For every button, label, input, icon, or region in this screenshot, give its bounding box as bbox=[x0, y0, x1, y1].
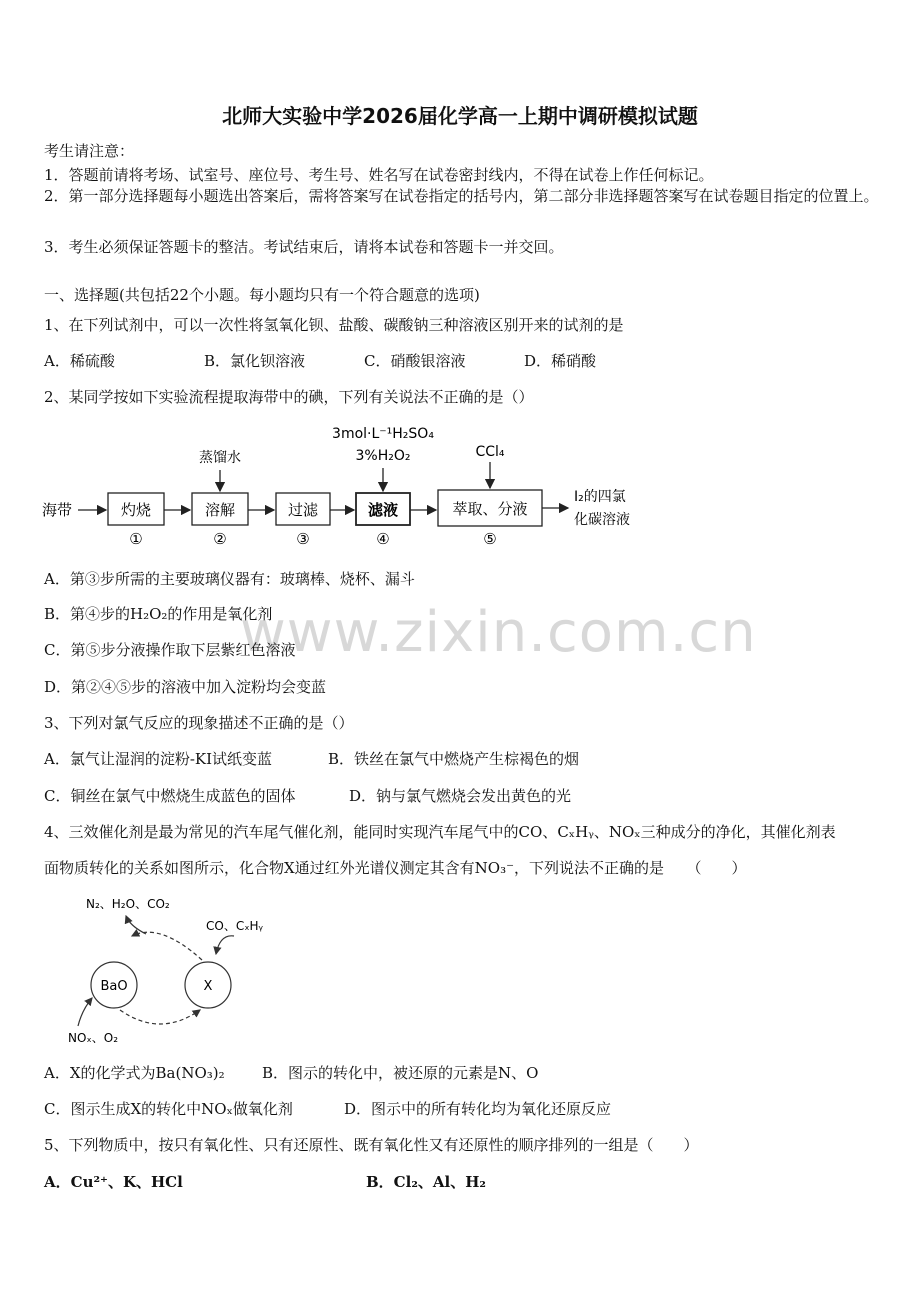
flow-product-line2: 化碳溶液 bbox=[574, 512, 630, 528]
diagram-top-right: CO、CₓHᵧ bbox=[206, 919, 264, 933]
q4-option-a[interactable]: A．X的化学式为Ba(NO₃)₂ bbox=[44, 1064, 225, 1082]
reagent-water: 蒸馏水 bbox=[199, 450, 241, 466]
notice-heading: 考生请注意： bbox=[44, 142, 135, 160]
q2-option-a[interactable]: A．第③步所需的主要玻璃仪器有：玻璃棒、烧杯、漏斗 bbox=[44, 570, 415, 588]
flow-num-1: ① bbox=[129, 530, 143, 548]
flow-step-3: 过滤 bbox=[287, 501, 319, 519]
q2-stem: 2、某同学按如下实验流程提取海带中的碘，下列有关说法不正确的是（） bbox=[44, 388, 534, 406]
q1-option-b[interactable]: B．氯化钡溶液 bbox=[204, 352, 306, 370]
flow-step-5: 萃取、分液 bbox=[452, 500, 528, 518]
q2-option-d[interactable]: D．第②④⑤步的溶液中加入淀粉均会变蓝 bbox=[44, 678, 327, 696]
q3-stem: 3、下列对氯气反应的现象描述不正确的是（） bbox=[44, 714, 354, 732]
flow-product-line1: I₂的四氯 bbox=[574, 489, 626, 505]
q2-option-c[interactable]: C．第⑤步分液操作取下层紫红色溶液 bbox=[44, 641, 296, 659]
q4-stem-line2: 面物质转化的关系如图所示，化合物X通过红外光谱仪测定其含有NO₃⁻，下列说法不正确的是 （ ） bbox=[44, 859, 747, 877]
q3-option-a[interactable]: A．氯气让湿润的淀粉-KI试纸变蓝 bbox=[44, 750, 273, 768]
flow-step-4: 滤液 bbox=[367, 501, 399, 519]
flow-step-1: 灼烧 bbox=[120, 501, 152, 519]
page-title: 北师大实验中学2026届化学高一上期中调研模拟试题 bbox=[222, 104, 698, 128]
q4-option-b[interactable]: B．图示的转化中，被还原的元素是N、O bbox=[262, 1064, 539, 1082]
q5-option-b[interactable]: B．Cl₂、Al、H₂ bbox=[366, 1173, 486, 1191]
reagent-h2o2: 3%H₂O₂ bbox=[355, 448, 411, 464]
q3-option-c[interactable]: C．铜丝在氯气中燃烧生成蓝色的固体 bbox=[44, 787, 296, 805]
flow-num-4: ④ bbox=[376, 530, 390, 548]
node-bao-label: BaO bbox=[100, 979, 128, 994]
diagram-top-left: N₂、H₂O、CO₂ bbox=[86, 897, 170, 911]
reagent-acid: 3mol·L⁻¹H₂SO₄ bbox=[332, 426, 434, 442]
q1-stem: 1、在下列试剂中，可以一次性将氢氧化钡、盐酸、碳酸钠三种溶液区别开来的试剂的是 bbox=[44, 316, 624, 334]
q5-option-a[interactable]: A．Cu²⁺、K、HCl bbox=[44, 1173, 183, 1191]
q1-option-d[interactable]: D．稀硝酸 bbox=[524, 352, 597, 370]
section-heading: 一、选择题(共包括22个小题。每小题均只有一个符合题意的选项) bbox=[44, 286, 480, 304]
q3-option-b[interactable]: B．铁丝在氯气中燃烧产生棕褐色的烟 bbox=[328, 750, 580, 768]
flow-start-label: 海带 bbox=[42, 501, 73, 519]
q4-option-d[interactable]: D．图示中的所有转化均为氧化还原反应 bbox=[344, 1100, 612, 1118]
q4-cycle-diagram bbox=[60, 890, 290, 1050]
flow-num-3: ③ bbox=[296, 530, 310, 548]
notice-item-2: 2．第一部分选择题每小题选出答案后，需将答案写在试卷指定的括号内，第二部分非选择题答案写在试卷题目指定的位置上。 bbox=[44, 187, 879, 205]
reagent-ccl4: CCl₄ bbox=[475, 444, 505, 460]
notice-item-1: 1．答题前请将考场、试室号、座位号、考生号、姓名写在试卷密封线内，不得在试卷上作任何标记。 bbox=[44, 166, 714, 184]
flow-num-5: ⑤ bbox=[483, 530, 497, 548]
q2-flow-diagram bbox=[40, 418, 650, 553]
notice-item-3: 3．考生必须保证答题卡的整洁。考试结束后，请将本试卷和答题卡一并交回。 bbox=[44, 238, 564, 256]
q4-stem-line1: 4、三效催化剂是最为常见的汽车尾气催化剂，能同时实现汽车尾气中的CO、CₓHᵧ、NOₓ三种成分的净化，其催化剂表 bbox=[44, 823, 836, 841]
q3-option-d[interactable]: D．钠与氯气燃烧会发出黄色的光 bbox=[349, 787, 572, 805]
node-x-label: X bbox=[203, 979, 213, 994]
q1-option-a[interactable]: A．稀硫酸 bbox=[44, 352, 115, 370]
flow-num-2: ② bbox=[213, 530, 227, 548]
diagram-bottom-left: NOₓ、O₂ bbox=[68, 1031, 119, 1045]
q4-option-c[interactable]: C．图示生成X的转化中NOₓ做氧化剂 bbox=[44, 1100, 293, 1118]
flow-step-2: 溶解 bbox=[204, 501, 236, 519]
q1-option-c[interactable]: C．硝酸银溶液 bbox=[364, 352, 466, 370]
watermark: www.zixin.com.cn bbox=[240, 600, 757, 665]
q5-stem: 5、下列物质中，按只有氧化性、只有还原性、既有氧化性又有还原性的顺序排列的一组是（ ） bbox=[44, 1136, 699, 1154]
q2-option-b[interactable]: B．第④步的H₂O₂的作用是氧化剂 bbox=[44, 605, 273, 623]
